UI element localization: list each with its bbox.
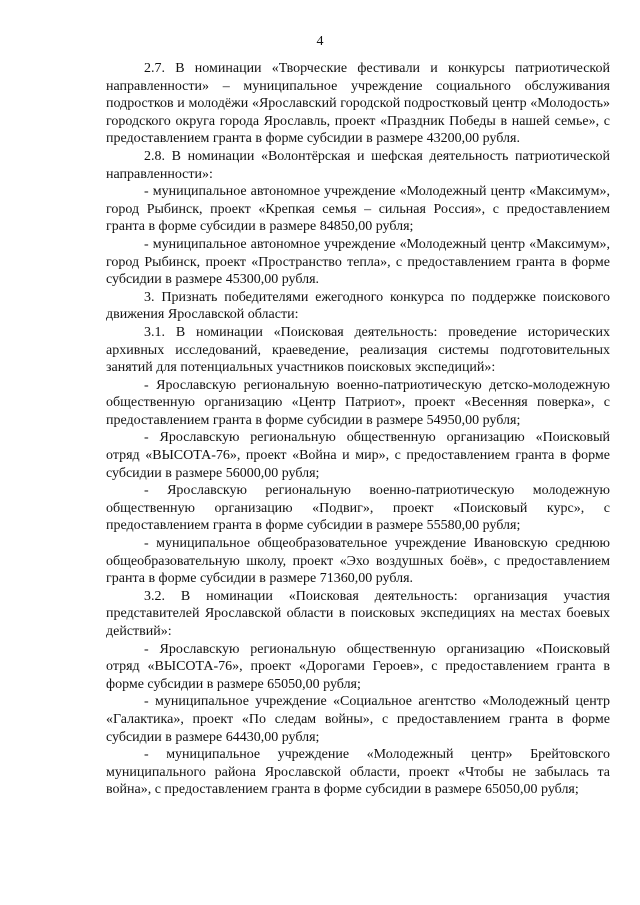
list-item-galaktika: - муниципальное учреждение «Социальное агентство «Молодежный центр «Галактика», проект «По следам войны», с предоставлением гранта в форме субсидии в размере 64430,00 рубля; bbox=[106, 694, 610, 745]
paragraph-2-7: 2.7. В номинации «Творческие фестивали и конкурсы патриотической направленности» – муниципальное учреждение социального обслуживания подростков и молодёжи «Ярославский городской подростковый центр «Молодость» городского округа города Ярославль, проект «Праздник Победы в нашей семье», с предоставлением гранта в форме субсидии в размере 43200,00 рубля. bbox=[106, 61, 610, 147]
list-item-vysota-76-1: - Ярославскую региональную общественную организацию «Поисковый отряд «ВЫСОТА-76», проект «Война и мир», с предоставлением гранта в форме субсидии в размере 56000,00 рубля; bbox=[106, 430, 610, 481]
document-body bbox=[106, 60, 610, 799]
list-item-tsentr-patriot: - Ярославскую региональную военно-патриотическую детско-молодежную общественную организацию «Центр Патриот», проект «Весенняя поверка», с предоставлением гранта в форме субсидии в размере 54950,00 рубля; bbox=[106, 377, 610, 428]
paragraph-3-2: 3.2. В номинации «Поисковая деятельность: организация участия представителей Ярославской области в поисковых экспедициях на местах боевых действий»: bbox=[106, 588, 610, 639]
list-item-ivanovskaya-school: - муниципальное общеобразовательное учреждение Ивановскую среднюю общеобразовательную школу, проект «Эхо воздушных боёв», с предоставлением гранта в форме субсидии в размере 71360,00 рубля. bbox=[106, 536, 610, 587]
page-number: 4 bbox=[316, 34, 324, 49]
paragraph-3: 3. Признать победителями ежегодного конкурса по поддержке поискового движения Ярославской области: bbox=[106, 289, 610, 323]
paragraph-2-8: 2.8. В номинации «Волонтёрская и шефская деятельность патриотической направленности»: bbox=[106, 148, 610, 182]
paragraph-3-1: 3.1. В номинации «Поисковая деятельность: проведение исторических архивных исследований, краеведение, реализация системы подготовительных занятий для потенциальных участников поисковых экспедиций»: bbox=[106, 324, 610, 376]
list-item-maksimum-1: - муниципальное автономное учреждение «Молодежный центр «Максимум», город Рыбинск, проект «Крепкая семья – сильная Россия», с предоставлением гранта в форме субсидии в размере 84850,00 рубля; bbox=[106, 184, 610, 235]
list-item-breytovo: - муниципальное учреждение «Молодежный центр» Брейтовского муниципального района Ярославской области, проект «Чтобы не забылась та война», с предоставлением гранта в форме субсидии в размере 65050,00 рубля; bbox=[106, 747, 610, 798]
list-item-maksimum-2: - муниципальное автономное учреждение «Молодежный центр «Максимум», город Рыбинск, проект «Пространство тепла», с предоставлением гранта в форме субсидии в размере 45300,00 рубля. bbox=[106, 236, 610, 288]
list-item-podvig: - Ярославскую региональную военно-патриотическую молодежную общественную организацию «Подвиг», проект «Поисковый курс», с предоставлением гранта в форме субсидии в размере 55580,00 рубля; bbox=[106, 483, 610, 534]
list-item-vysota-76-2: - Ярославскую региональную общественную организацию «Поисковый отряд «ВЫСОТА-76», проект «Дорогами Героев», с предоставлением гранта в форме субсидии в размере 65050,00 рубля; bbox=[106, 641, 610, 692]
